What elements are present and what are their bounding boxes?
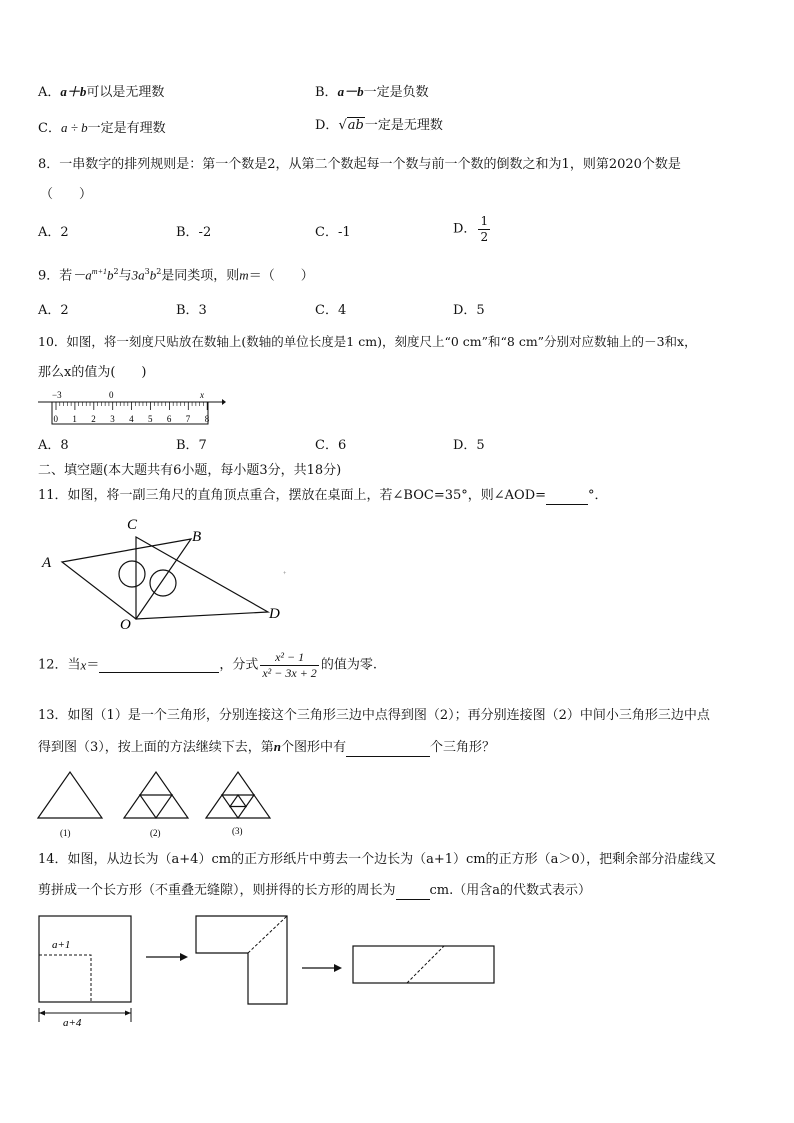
triangle-sequence-figure — [36, 766, 276, 842]
number-line-ruler-figure — [36, 388, 226, 428]
figure-3 — [206, 772, 270, 836]
q7-option-c: C．a ÷ b一定是有理数 — [38, 120, 166, 136]
answer-blank[interactable] — [396, 885, 430, 900]
ruler-tick-label: 0 — [53, 414, 58, 424]
q7-option-a: A．a＋b可以是无理数 — [38, 84, 165, 100]
ruler — [52, 402, 210, 424]
q9-option-d: D．5 — [453, 303, 485, 318]
label-a-plus-1: a+1 — [52, 939, 71, 951]
q9-option-a: A．2 — [38, 303, 69, 318]
svg-text:(2): (2) — [150, 828, 161, 838]
square-cutting-figure — [34, 912, 498, 1028]
axis-label-minus3: −3 — [52, 390, 62, 400]
q8-option-d: D． $\frac{1}{2}$ — [453, 214, 489, 244]
answer-blank[interactable] — [99, 658, 219, 673]
result-rectangle — [353, 946, 494, 983]
svg-text:(3): (3) — [232, 826, 243, 836]
answer-blank[interactable] — [346, 742, 430, 757]
figure-1 — [38, 772, 102, 838]
q7-option-b: B．a－b一定是负数 — [315, 84, 429, 100]
ruler-tick-label: 2 — [91, 414, 96, 424]
axis-label-0: 0 — [109, 390, 114, 400]
figure-2 — [124, 772, 188, 838]
q8-option-c: C．-1 — [315, 225, 351, 240]
triangle-rulers-figure — [36, 512, 296, 632]
q11-stem: 11．如图，将一副三角尺的直角顶点重合，摆放在桌面上，若∠BOC=35°，则∠AOD= °． — [38, 488, 608, 503]
q14-stem-line2: 剪拼成一个长方形（不重叠无缝隙），则拼得的长方形的周长为 cm.（用含a的代数式表示） — [38, 883, 592, 898]
q8-d-fraction: $\frac{1}{2}$ — [480, 214, 489, 244]
axis-label-x: x — [200, 390, 204, 400]
ruler-tick-label: 1 — [72, 414, 77, 424]
q13-stem-line1: 13．如图（1）是一个三角形，分别连接这个三角形三边中点得到图（2）；再分别连接图（2）中间小三角形三边中点 — [38, 708, 710, 723]
svg-text:+: + — [283, 571, 287, 577]
q7-b-expr: a－b — [337, 84, 364, 99]
q9-stem: 9．若$-a^{m+1}b^2$与$3a^3b^2$是同类项，则m＝（ ） — [38, 267, 314, 284]
big-square — [39, 916, 131, 1028]
q10-option-a: A．8 — [38, 438, 69, 453]
q12-stem: 12．当x＝ ，分式 $\frac{\text{x² − 1}}{\text{x² − 3x + 2}}$ 的值为零. — [38, 650, 377, 680]
q10-stem-line2: 那么x的值为( ) — [38, 365, 147, 380]
q10-option-d: D．5 — [453, 438, 485, 453]
q9-option-c: C．4 — [315, 303, 347, 318]
q8-option-a: A．2 — [38, 225, 69, 240]
answer-blank[interactable] — [546, 490, 588, 505]
arrow-right-icon — [302, 964, 342, 972]
label-a-plus-4: a+4 — [63, 1017, 82, 1028]
ruler-tick-label: 6 — [166, 414, 172, 424]
q8-option-b: B．-2 — [176, 225, 212, 240]
q7-c-expr: a ÷ b — [60, 120, 88, 135]
q10-option-c: C．6 — [315, 438, 347, 453]
q13-stem-line2: 得到图（3），按上面的方法继续下去，第n个图形中有 个三角形？ — [38, 739, 496, 755]
q14-stem-line1: 14．如图，从边长为（a+4）cm的正方形纸片中剪去一个边长为（a+1）cm的正方形（a＞0），把剩余部分沿虚线又 — [38, 852, 717, 867]
arrow-right-icon — [146, 953, 188, 961]
q10-stem-line1: 10．如图，将一刻度尺贴放在数轴上(数轴的单位长度是1 cm)，刻度尺上“0 cm”和“8 cm”分别对应数轴上的－3和x， — [38, 334, 697, 349]
ruler-tick-label: 7 — [185, 414, 191, 424]
ruler-tick-label: 8 — [204, 414, 210, 424]
q8-stem: 8．一串数字的排列规则是：第一个数是2，从第二个数起每一个数与前一个数的倒数之和为1，则第2020个数是 — [38, 157, 681, 172]
label-D: D — [269, 606, 280, 622]
q9-option-b: B．3 — [176, 303, 207, 318]
l-shape — [196, 916, 287, 1004]
q10-option-b: B．7 — [176, 438, 207, 453]
svg-text:(1): (1) — [60, 828, 71, 838]
ruler-tick-label: 5 — [148, 414, 153, 424]
label-C: C — [127, 517, 138, 533]
q8-paren: （ ） — [40, 187, 93, 202]
label-A: A — [42, 555, 52, 571]
q7-a-expr: a＋b — [60, 84, 87, 99]
label-B: B — [192, 529, 202, 545]
q7-option-d: D．√ab一定是无理数 — [315, 118, 443, 133]
sqrt-symbol: √ab — [338, 118, 364, 133]
section-heading: 二、填空题(本大题共有6小题，每小题3分，共18分) — [38, 463, 342, 478]
q12-fraction: $\frac{\text{x² − 1}}{\text{x² − 3x + 2}}$ — [262, 650, 317, 680]
label-O: O — [120, 617, 131, 632]
ruler-tick-label: 3 — [110, 414, 115, 424]
ruler-tick-label: 4 — [129, 414, 134, 424]
